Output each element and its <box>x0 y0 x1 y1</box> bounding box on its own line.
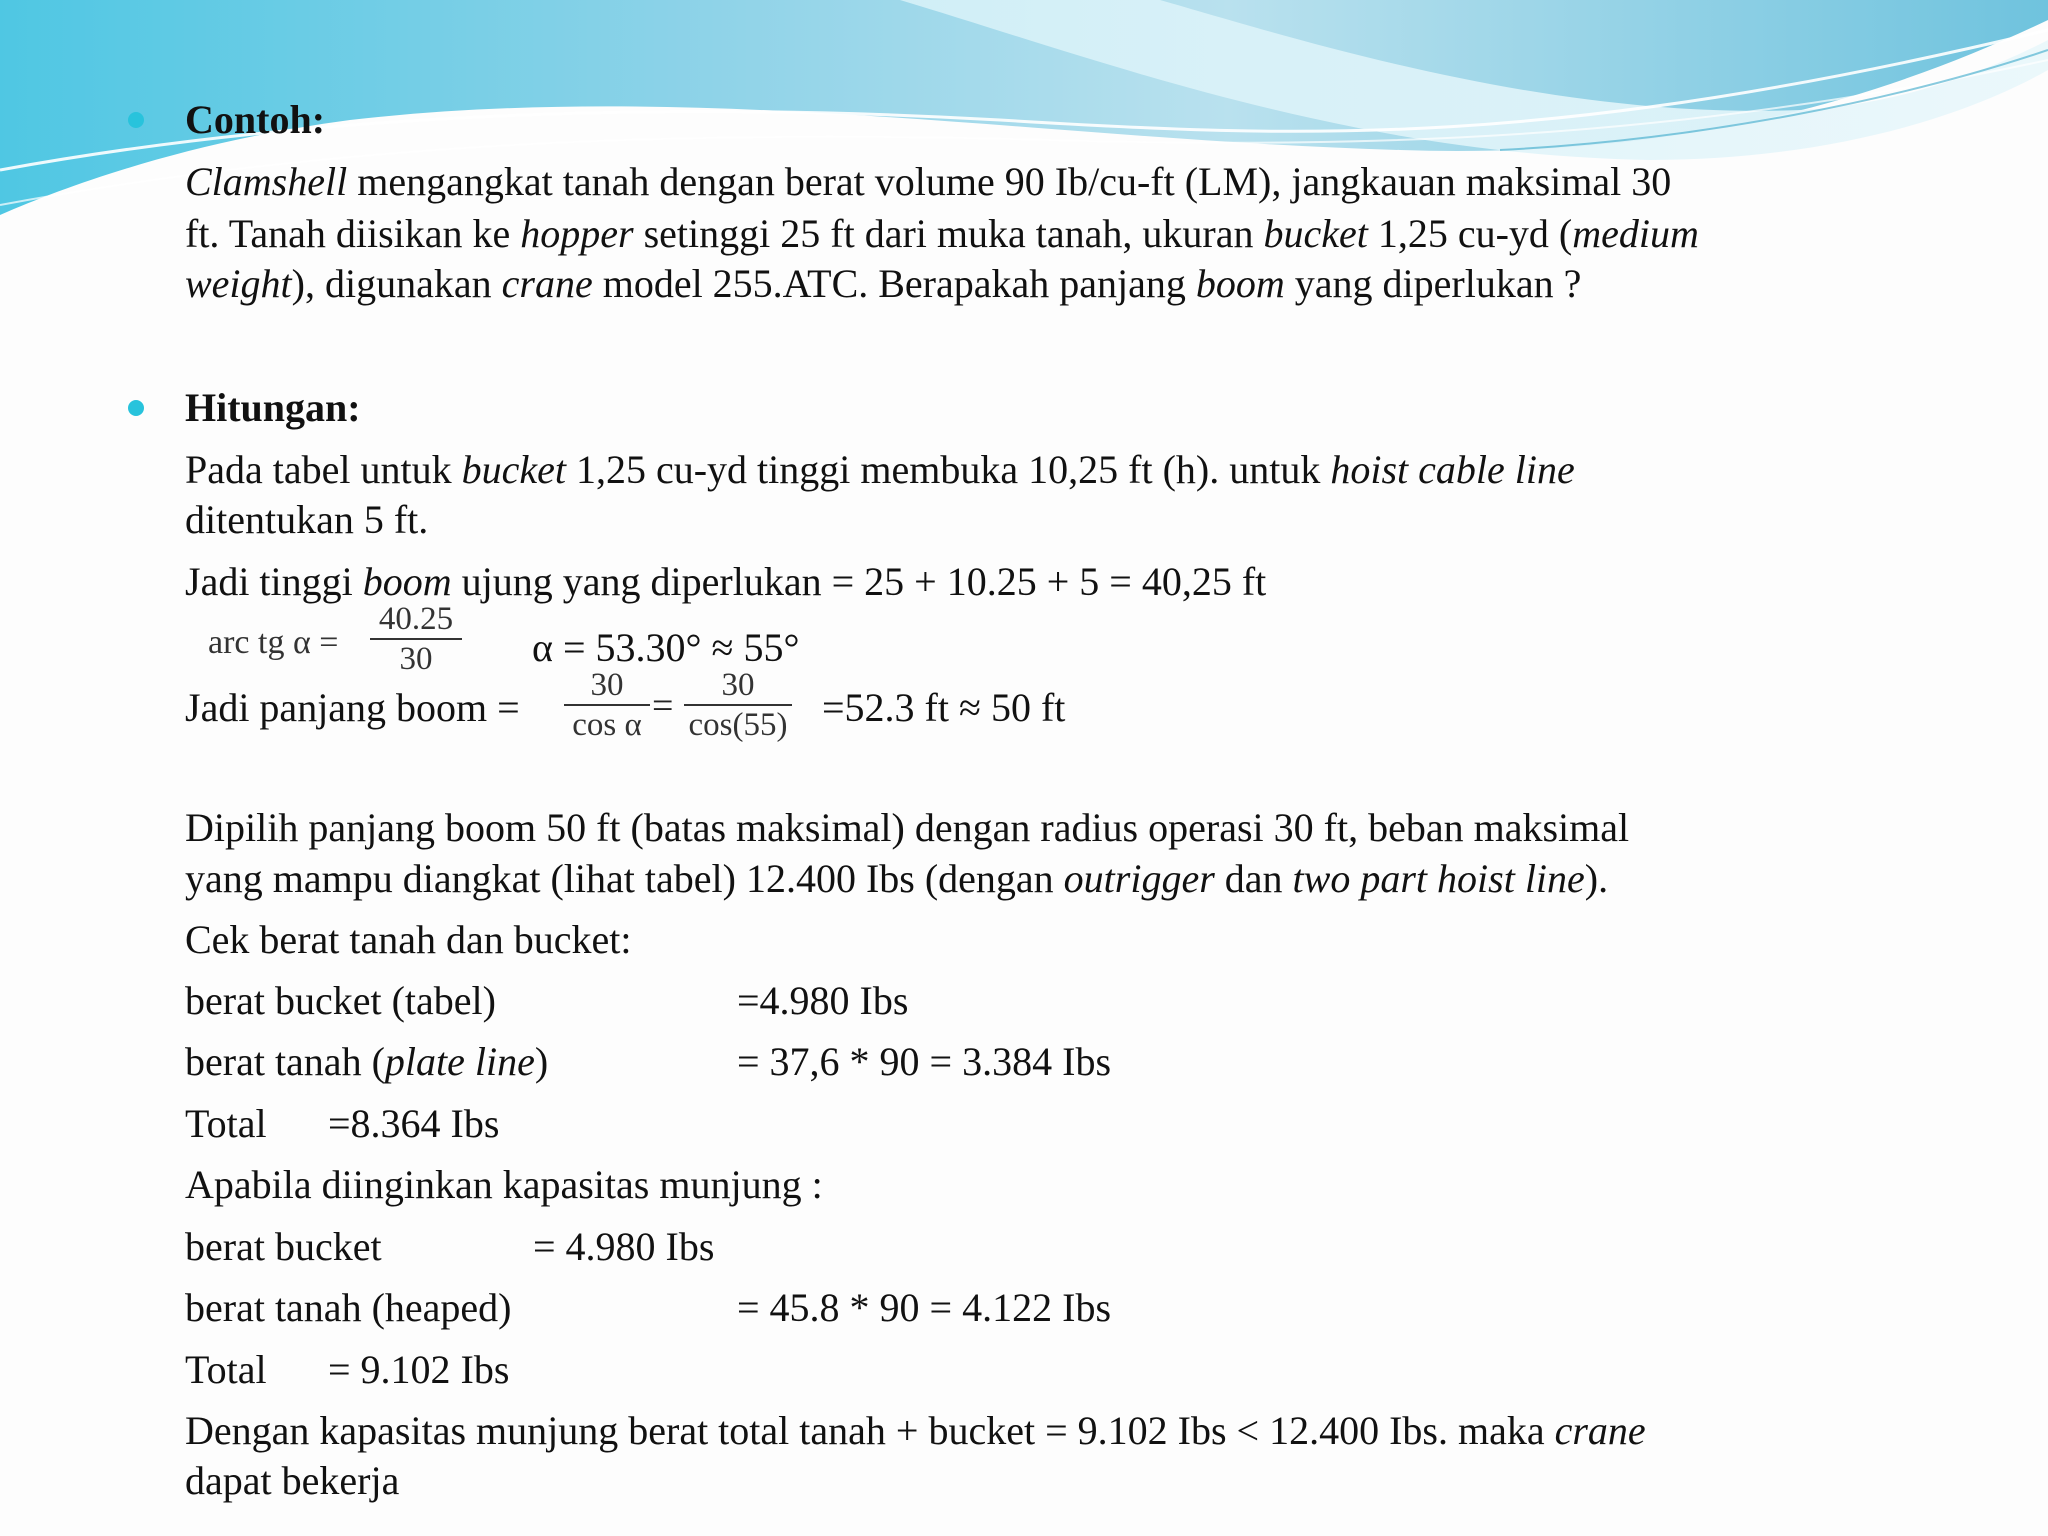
text-run: model 255.ATC. Berapakah panjang <box>592 261 1196 306</box>
calc-line-check-weight <box>185 914 631 966</box>
alpha-result: α = 53.30° ≈ 55° <box>532 625 800 670</box>
text-run: ), digunakan <box>291 261 502 306</box>
italic-term: hoist cable line <box>1330 447 1575 492</box>
text-run: berat tanah ( <box>185 1039 385 1084</box>
row-total-1-label: Total <box>185 1101 267 1146</box>
row-bucket-weight-value: =4.980 Ibs <box>737 978 909 1023</box>
heading-hitungan: Hitungan: <box>185 385 361 430</box>
row-soil-weight-plate-value: = 37,6 * 90 = 3.384 Ibs <box>737 1039 1112 1084</box>
boom-length-label: Jadi panjang boom = <box>185 685 520 730</box>
arc-tg-label: arc tg α = <box>208 624 339 661</box>
boom-fraction-cos-alpha <box>564 666 650 744</box>
boom-length-result: =52.3 ft ≈ 50 ft <box>822 685 1066 730</box>
boom-fraction-1-denominator: cos α <box>564 704 650 744</box>
equals-sign: = <box>652 685 674 727</box>
text-run: ft. Tanah diisikan ke <box>185 211 521 256</box>
text-run: yang diperlukan ? <box>1284 261 1582 306</box>
text-run: berat bucket (tabel) <box>185 978 496 1023</box>
arc-tg-denominator: 30 <box>370 638 462 678</box>
row-bucket-weight-2-value: = 4.980 Ibs <box>533 1224 715 1269</box>
calc-line-conclusion <box>185 1405 1646 1457</box>
boom-fraction-2-numerator: 30 <box>721 667 755 703</box>
row-bucket-weight-label <box>185 975 496 1027</box>
calc-line-bucket-height <box>185 444 1575 496</box>
text-run: Dipilih panjang boom 50 ft (batas maksimal) dengan radius operasi 30 ft, beban maksimal <box>185 805 1630 850</box>
calc-line-max-load <box>185 853 1608 905</box>
text-run: dan <box>1214 856 1293 901</box>
text-run: ditentukan 5 ft. <box>185 497 429 542</box>
text-run: ) <box>534 1039 549 1084</box>
calc-line-chosen-boom <box>185 802 1629 854</box>
italic-term: hopper <box>520 211 634 256</box>
text-run: Apabila diinginkan kapasitas munjung : <box>185 1162 823 1207</box>
boom-fraction-2-denominator: cos(55) <box>684 704 792 744</box>
text-run: ujung yang diperlukan = 25 + 10.25 + 5 = 40,25 ft <box>451 559 1267 604</box>
italic-term: crane <box>501 261 593 306</box>
italic-term: medium <box>1572 211 1699 256</box>
text-run: Jadi tinggi <box>185 559 363 604</box>
boom-fraction-1-numerator: 30 <box>590 667 624 703</box>
row-bucket-weight-2-label: berat bucket <box>185 1224 382 1269</box>
italic-term: two part hoist line <box>1292 856 1585 901</box>
text-run: Pada tabel untuk <box>185 447 462 492</box>
row-total-1-value: =8.364 Ibs <box>328 1101 500 1146</box>
text-run: Dengan kapasitas munjung berat total tanah + bucket = 9.102 Ibs < 12.400 Ibs. maka <box>185 1408 1555 1453</box>
example-text-line-1 <box>185 156 1671 208</box>
row-soil-weight-heaped-label: berat tanah (heaped) <box>185 1285 512 1330</box>
row-total-2-label: Total <box>185 1347 267 1392</box>
calc-line-hoist <box>185 494 428 546</box>
example-text-line-2 <box>185 208 1699 260</box>
italic-term: plate line <box>384 1039 535 1084</box>
italic-term: boom <box>362 559 452 604</box>
italic-term: crane <box>1554 1408 1646 1453</box>
text-run: Cek berat tanah dan bucket: <box>185 917 632 962</box>
bullet-hitungan <box>128 400 144 416</box>
italic-term: boom <box>1195 261 1285 306</box>
italic-term: weight <box>185 261 292 306</box>
text-run: ). <box>1584 856 1609 901</box>
arc-tg-numerator: 40.25 <box>378 601 454 637</box>
calc-line-heaped-capacity <box>185 1159 823 1211</box>
italic-term: bucket <box>1263 211 1368 256</box>
row-soil-weight-plate-label <box>185 1036 548 1088</box>
text-run: setinggi 25 ft dari muka tanah, ukuran <box>633 211 1264 256</box>
italic-term: Clamshell <box>185 159 348 204</box>
text-run: mengangkat tanah dengan berat volume 90 Ib/cu-ft (LM), jangkauan maksimal 30 <box>347 159 1672 204</box>
text-run: 1,25 cu-yd ( <box>1367 211 1573 256</box>
calc-line-conclusion-end <box>185 1455 399 1507</box>
text-run: yang mampu diangkat (lihat tabel) 12.400 Ibs (dengan <box>185 856 1064 901</box>
calc-line-boom-height <box>185 556 1266 608</box>
bullet-contoh <box>128 112 144 128</box>
row-soil-weight-heaped-value: = 45.8 * 90 = 4.122 Ibs <box>737 1285 1112 1330</box>
italic-term: bucket <box>461 447 566 492</box>
heading-contoh: Contoh: <box>185 97 326 142</box>
arc-tg-fraction <box>370 600 462 678</box>
italic-term: outrigger <box>1063 856 1215 901</box>
row-total-2-value: = 9.102 Ibs <box>328 1347 510 1392</box>
boom-fraction-cos-55 <box>684 666 792 744</box>
text-run: dapat bekerja <box>185 1458 400 1503</box>
text-run: 1,25 cu-yd tinggi membuka 10,25 ft (h). untuk <box>565 447 1331 492</box>
example-text-line-3 <box>185 258 1581 310</box>
